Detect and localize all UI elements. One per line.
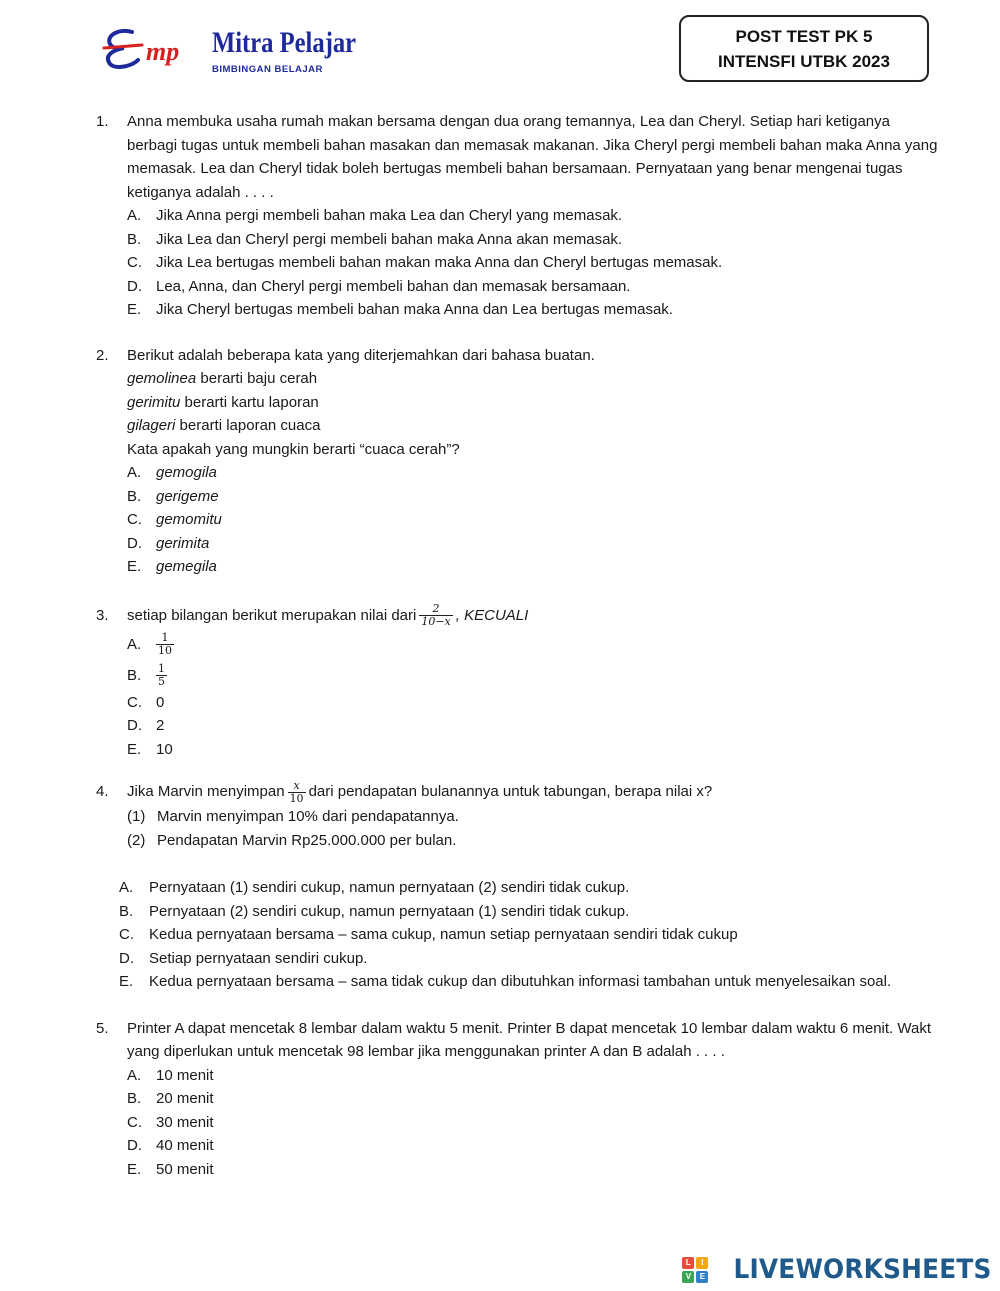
- artificial-word: gerimitu: [127, 393, 181, 411]
- option-e[interactable]: [119, 970, 941, 994]
- option-fraction: [156, 663, 167, 688]
- option-text: 10 menit: [156, 1066, 214, 1084]
- liveworksheets-text: LIVEWORKSHEETS: [733, 1254, 992, 1285]
- option-letter: E.: [127, 558, 142, 575]
- logo-letter: I: [696, 1257, 708, 1269]
- option-letter: A.: [127, 635, 142, 653]
- option-letter: B.: [127, 230, 142, 248]
- option-text: gemegila: [156, 558, 217, 575]
- option-letter: B.: [127, 666, 142, 684]
- option-letter: C.: [119, 926, 134, 943]
- option-text: 20 menit: [156, 1090, 214, 1107]
- question-number: 3.: [96, 606, 109, 624]
- option-text: gemogila: [156, 464, 217, 481]
- word-meaning: berarti kartu laporan: [180, 393, 319, 411]
- option-letter: E.: [127, 740, 142, 758]
- statement-2: [127, 829, 941, 853]
- option-d[interactable]: [127, 1134, 941, 1158]
- option-e[interactable]: [127, 298, 941, 322]
- option-text: Pernyataan (1) sendiri cukup, namun pernyataan (2) sendiri tidak cukup.: [149, 879, 630, 896]
- option-text: 2: [156, 717, 165, 734]
- option-b[interactable]: [119, 900, 941, 924]
- option-d[interactable]: [127, 532, 941, 556]
- option-letter: E.: [119, 973, 134, 990]
- option-a[interactable]: [127, 461, 941, 485]
- option-letter: C.: [127, 1113, 142, 1131]
- option-text: Setiap pernyataan sendiri cukup.: [149, 949, 368, 967]
- liveworksheets-brand: [682, 1254, 992, 1285]
- option-letter: E.: [127, 301, 142, 318]
- question-number: 4.: [96, 783, 109, 800]
- question-text: Printer A dapat mencetak 8 lembar dalam waktu 5 menit. Printer B dapat mencetak 10 lembar dalam waktu 6 menit. Wakt yang diperlukan untuk mencetak 98 lembar jika menggunakan printer A dan B adalah . . . .: [127, 1019, 931, 1060]
- option-b[interactable]: [127, 1087, 941, 1111]
- option-d[interactable]: [127, 275, 941, 299]
- question-1: [96, 110, 941, 322]
- option-letter: E.: [127, 1160, 142, 1178]
- word-meaning: berarti laporan cuaca: [175, 417, 321, 434]
- logo-letter: V: [682, 1271, 694, 1283]
- fraction-denominator: 10−x: [421, 615, 451, 629]
- option-letter: A.: [127, 464, 142, 481]
- option-letter: C.: [127, 511, 142, 528]
- question-text: [127, 779, 941, 805]
- fraction-denominator: 5: [158, 675, 165, 689]
- option-e[interactable]: [127, 1158, 941, 1182]
- statement-number: (1): [127, 808, 146, 825]
- option-letter: B.: [119, 902, 134, 920]
- test-title-box: [679, 15, 929, 82]
- question-number: 1.: [96, 113, 109, 130]
- logo-name: Mitra Pelajar: [212, 26, 357, 59]
- option-b[interactable]: [127, 228, 941, 252]
- option-text: Kedua pernyataan bersama – sama tidak cukup dan dibutuhkan informasi tambahan untuk menyelesaikan soal.: [149, 973, 892, 990]
- option-text: Jika Lea dan Cheryl pergi membeli bahan maka Anna akan memasak.: [156, 230, 623, 248]
- option-d[interactable]: [127, 714, 941, 738]
- option-text: Jika Lea bertugas membeli bahan makan maka Anna dan Cheryl bertugas memasak.: [156, 254, 723, 271]
- option-letter: C.: [127, 693, 142, 711]
- option-letter: D.: [127, 277, 142, 295]
- question-text: Anna membuka usaha rumah makan bersama dengan dua orang temannya, Lea dan Cheryl. Setiap hari ketiganya berbagi tugas untuk membeli bahan masakan dan memasak makanan. Jika Cheryl pergi membeli bahan maka Anna yang memasak. Lea dan Cheryl tidak boleh bertugas membeli bahan bersamaan. Pernyataan yang benar mengenai tugas ketiganya adalah . . . .: [127, 113, 938, 201]
- option-text: gerimita: [156, 534, 210, 552]
- option-c[interactable]: [127, 251, 941, 275]
- question-text-before: setiap bilangan berikut merupakan nilai dari: [127, 606, 417, 624]
- option-a[interactable]: [127, 629, 941, 661]
- liveworksheets-logo-icon: [682, 1257, 708, 1283]
- option-text: 0: [156, 693, 165, 711]
- option-e[interactable]: [127, 738, 941, 762]
- option-letter: A.: [127, 1066, 142, 1084]
- option-letter: D.: [127, 1137, 142, 1154]
- option-letter: B.: [127, 1090, 142, 1107]
- fraction: [419, 603, 452, 628]
- q4-options: [119, 876, 941, 994]
- logo-subtitle: BIMBINGAN BELAJAR: [212, 64, 323, 75]
- fraction-numerator: 2: [432, 602, 440, 616]
- option-letter: C.: [127, 254, 142, 271]
- option-letter: B.: [127, 487, 142, 505]
- mitra-pelajar-logo-icon: [102, 26, 212, 70]
- question-4: [96, 779, 941, 994]
- question-text-after: , KECUALI: [455, 606, 529, 624]
- statement-number: (2): [127, 831, 146, 849]
- definition-2: [127, 391, 941, 415]
- statement-text: Pendapatan Marvin Rp25.000.000 per bulan.: [157, 831, 457, 849]
- question-list: [96, 110, 941, 1181]
- option-d[interactable]: [119, 947, 941, 971]
- option-letter: D.: [127, 534, 142, 552]
- svg-text:mp: mp: [146, 37, 180, 66]
- option-a[interactable]: [127, 204, 941, 228]
- option-letter: A.: [119, 879, 134, 896]
- option-fraction: [156, 632, 174, 657]
- option-c[interactable]: [127, 508, 941, 532]
- fraction-denominator: 10: [289, 791, 304, 805]
- option-b[interactable]: [127, 485, 941, 509]
- fraction: [288, 780, 306, 805]
- question-2: [96, 344, 941, 579]
- fraction-numerator: 1: [158, 662, 165, 676]
- option-text: Jika Cheryl bertugas membeli bahan maka Anna dan Lea bertugas memasak.: [156, 301, 673, 318]
- artificial-word: gemolinea: [127, 370, 197, 387]
- word-meaning: berarti baju cerah: [196, 370, 318, 387]
- question-3: [96, 603, 941, 762]
- option-text: 40 menit: [156, 1137, 214, 1154]
- definition-3: [127, 414, 941, 438]
- option-text: Kedua pernyataan bersama – sama cukup, namun setiap pernyataan sendiri tidak cukup: [149, 926, 738, 943]
- option-c[interactable]: [127, 1111, 941, 1135]
- option-b[interactable]: [127, 661, 941, 691]
- fraction-numerator: 1: [161, 631, 169, 645]
- question-prompt: Kata apakah yang mungkin berarti “cuaca cerah”?: [127, 440, 460, 458]
- question-5: [96, 1017, 941, 1182]
- option-text: gerigeme: [156, 487, 219, 505]
- option-letter: A.: [127, 207, 142, 224]
- question-text: [127, 603, 941, 629]
- fraction-denominator: 10: [158, 644, 172, 658]
- option-e[interactable]: [127, 555, 941, 579]
- fraction-numerator: x: [293, 778, 300, 792]
- option-c[interactable]: [127, 691, 941, 715]
- option-text: Jika Anna pergi membeli bahan maka Lea dan Cheryl yang memasak.: [156, 207, 623, 224]
- statement-text: Marvin menyimpan 10% dari pendapatannya.: [157, 808, 459, 825]
- definition-1: [127, 367, 941, 391]
- option-a[interactable]: [127, 1064, 941, 1088]
- option-text: 50 menit: [156, 1160, 214, 1178]
- logo-letter: L: [682, 1257, 694, 1269]
- option-text: 10: [156, 740, 173, 758]
- option-a[interactable]: [119, 876, 941, 900]
- logo-letter: E: [696, 1271, 708, 1283]
- option-text: Lea, Anna, dan Cheryl pergi membeli bahan dan memasak bersamaan.: [156, 277, 631, 295]
- question-text: Berikut adalah beberapa kata yang diterjemahkan dari bahasa buatan.: [127, 346, 595, 364]
- option-text: 30 menit: [156, 1113, 214, 1131]
- option-text: gemomitu: [156, 511, 222, 528]
- question-number: 5.: [96, 1019, 109, 1037]
- question-text-after: dari pendapatan bulanannya untuk tabungan, berapa nilai x?: [308, 783, 713, 800]
- title-line-1: POST TEST PK 5: [735, 26, 873, 46]
- statement-1: [127, 805, 941, 829]
- option-letter: D.: [119, 949, 134, 967]
- option-text: Pernyataan (2) sendiri cukup, namun pernyataan (1) sendiri tidak cukup.: [149, 902, 630, 920]
- option-letter: D.: [127, 717, 142, 734]
- artificial-word: gilageri: [127, 417, 176, 434]
- question-text-before: Jika Marvin menyimpan: [127, 783, 285, 800]
- option-c[interactable]: [119, 923, 941, 947]
- title-line-2: INTENSFI UTBK 2023: [718, 51, 890, 71]
- question-number: 2.: [96, 346, 109, 364]
